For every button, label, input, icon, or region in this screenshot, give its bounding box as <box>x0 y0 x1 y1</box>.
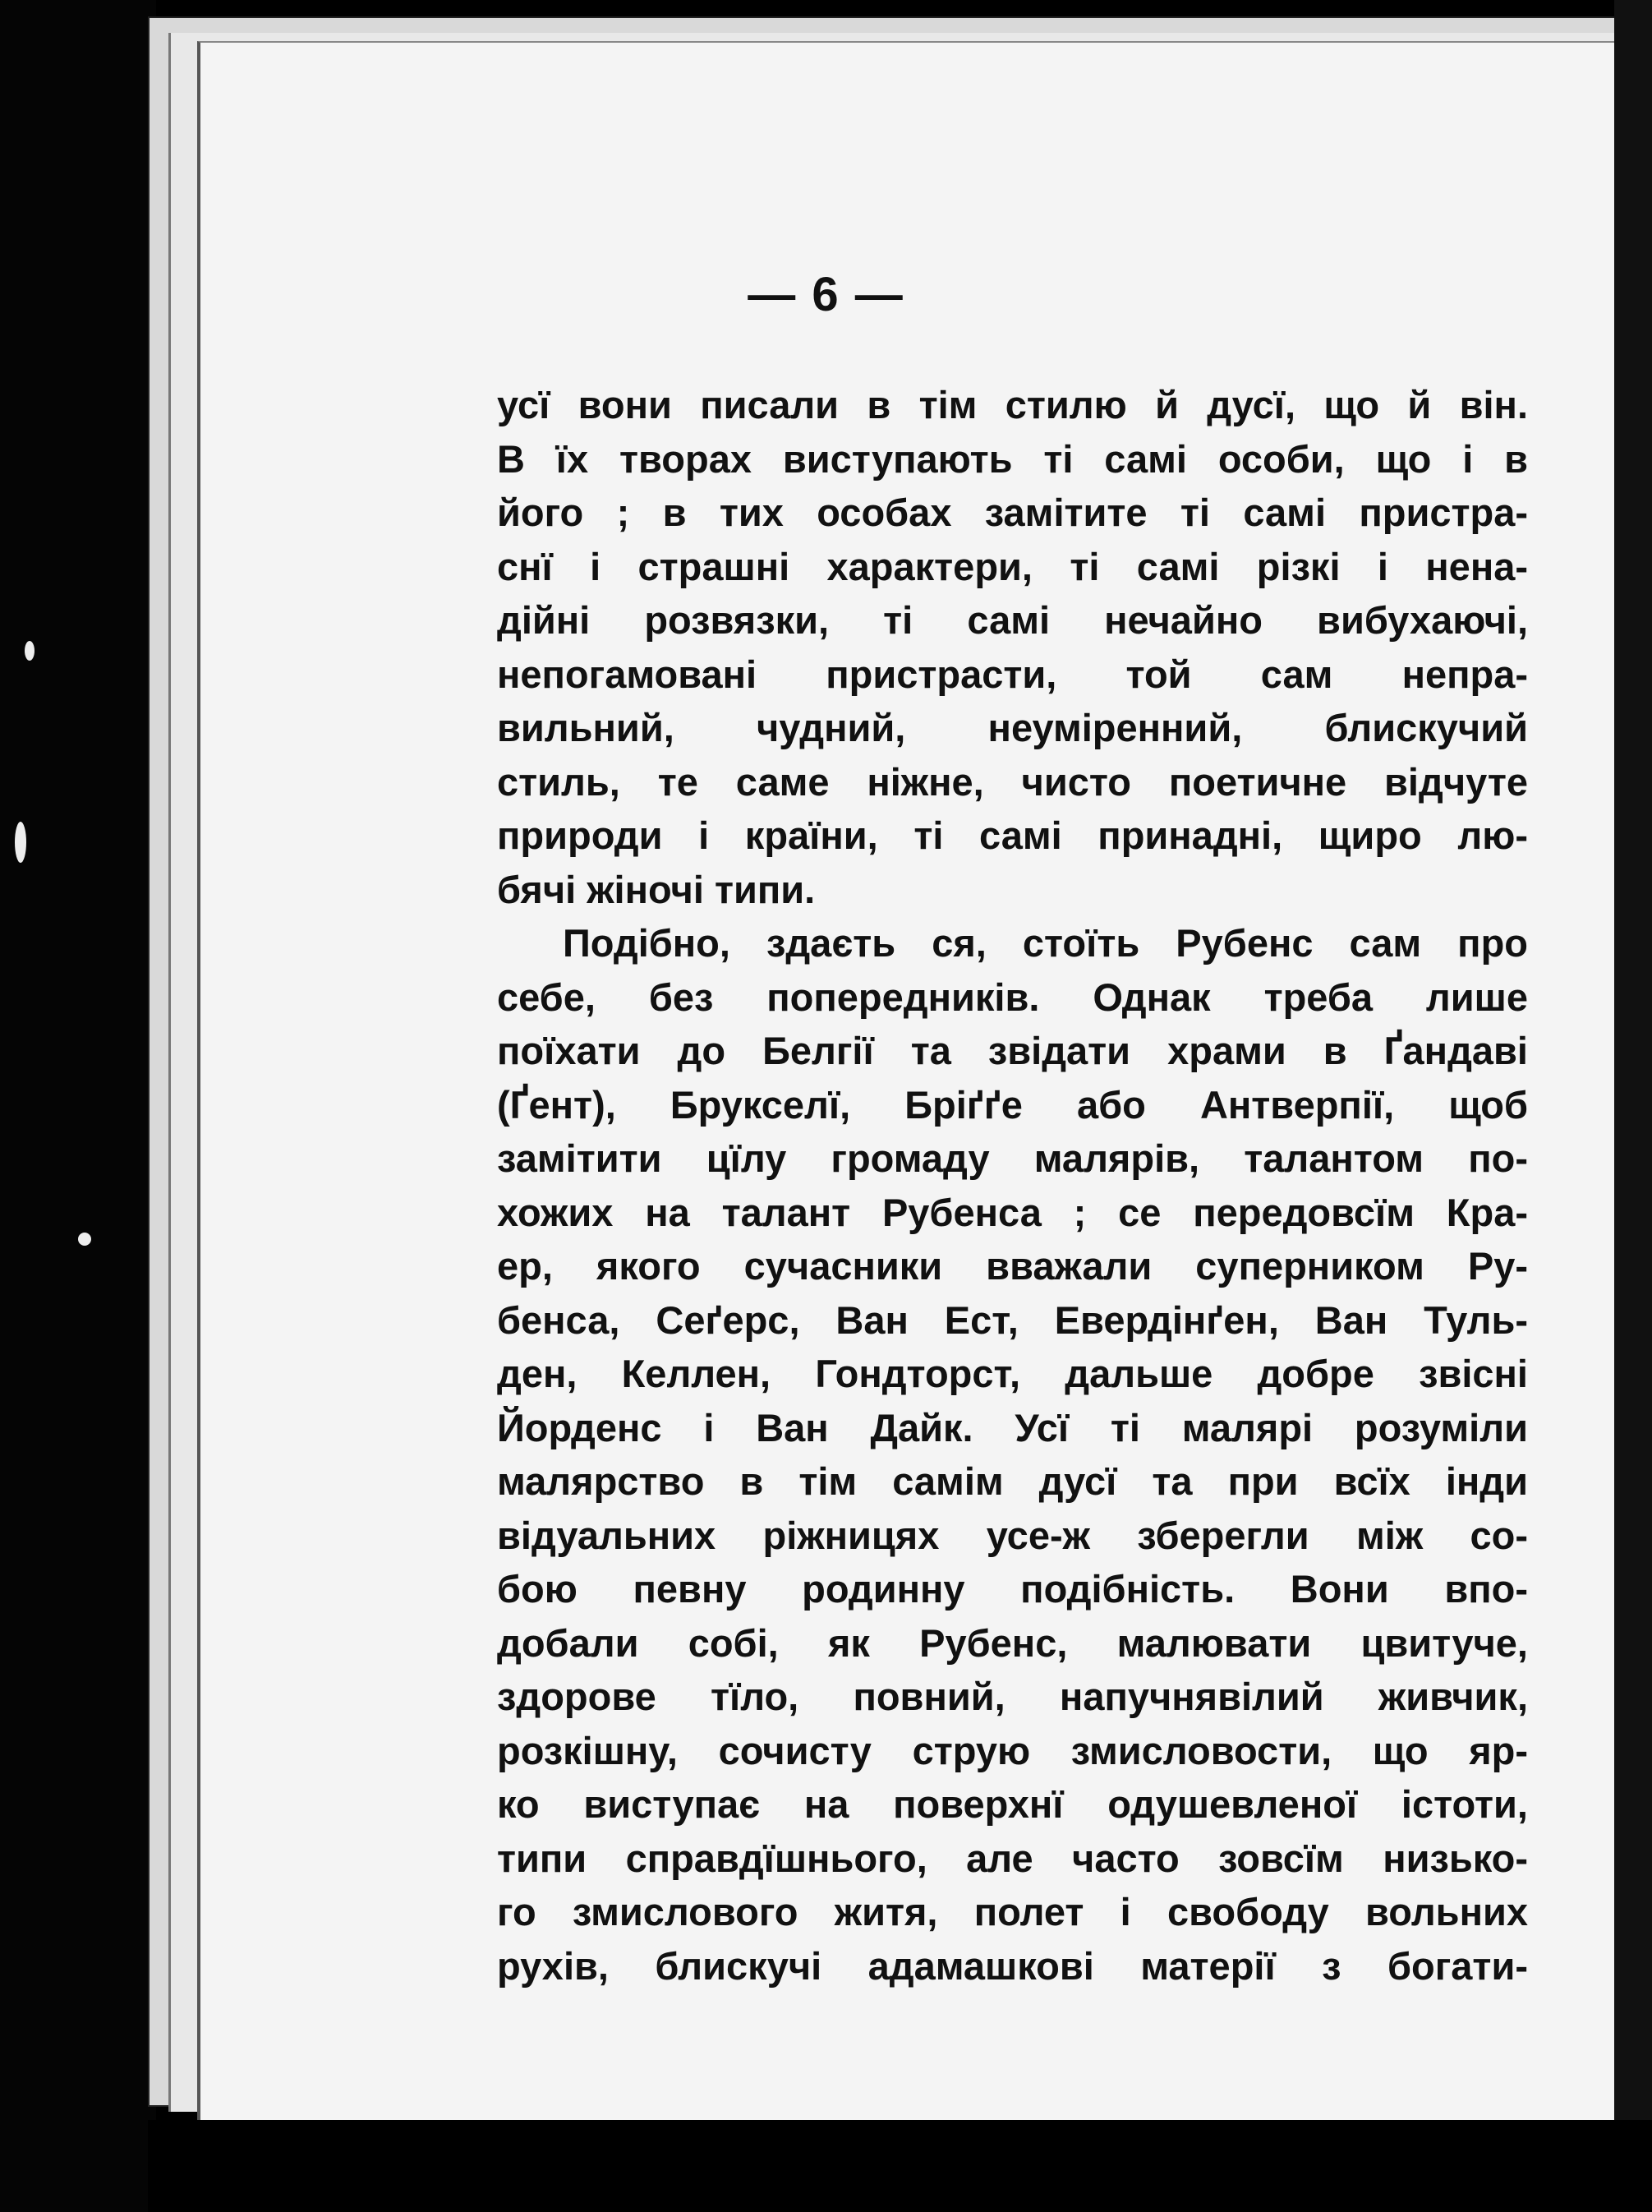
paragraph-2 <box>497 916 1528 1993</box>
text-line: вильний, чудний, неуміренний, блискучий <box>497 706 1528 749</box>
text-line: (Ґент), Брукселї, Бріґґе або Антверпії, щоб <box>497 1082 1528 1127</box>
text-line: ко виступає на поверхнї одушевленої істоти, <box>497 1782 1528 1826</box>
text-line: типи справдїшнього, але часто зовсїм низько- <box>497 1836 1528 1880</box>
text-line: поїхати до Белгії та звідати храми в Ґандаві <box>497 1029 1528 1072</box>
text-line: В їх творах виступають ті самі особи, що і в <box>497 436 1528 481</box>
scan-speck <box>25 641 35 661</box>
scan-border-bottom <box>148 2120 1652 2212</box>
text-line: замітити цїлу громаду малярів, талантом по- <box>497 1136 1528 1180</box>
text-line: його ; в тих особах замітите ті самі пристра- <box>497 491 1528 534</box>
text-line: ер, якого сучасники вважали суперником Ру- <box>497 1244 1528 1288</box>
text-line: стиль, те саме ніжне, чисто поетичне відчуте <box>497 759 1528 804</box>
text-line: бенса, Сеґерс, Ван Ест, Евердінґен, Ван Туль- <box>497 1297 1528 1342</box>
text-line: хожих на талант Рубенса ; се передовсїм Кра- <box>497 1190 1528 1234</box>
text-line: снї і страшні характери, ті самі різкі і нена- <box>497 544 1528 588</box>
text-line: відуальних ріжницях усе-ж зберегли між со- <box>497 1513 1528 1557</box>
text-line: здорове тїло, повний, напучнявілий живчик, <box>497 1675 1528 1718</box>
text-line: природи і країни, ті самі принадні, щиро лю- <box>497 813 1528 857</box>
text-line: добали собі, як Рубенс, малювати цвитуче, <box>497 1620 1528 1665</box>
page-number: — 6 — <box>748 268 904 321</box>
text-line: усї вони писали в тім стилю й дусї, що й він. <box>497 383 1528 426</box>
scan-speck <box>78 1233 91 1246</box>
scan-speck <box>15 822 26 863</box>
text-line: малярство в тім самім дусї та при всїх інди <box>497 1459 1528 1503</box>
body-text <box>497 378 1528 1993</box>
text-line: рухів, блискучі адамашкові матерії з богати- <box>497 1943 1528 1988</box>
scan-border-left <box>0 0 156 2212</box>
text-line: го змислового житя, полет і свободу вольних <box>497 1890 1528 1933</box>
scan-border-right <box>1614 0 1652 2212</box>
text-line: ден, Келлен, Гондторст, дальше добре звісні <box>497 1352 1528 1395</box>
text-line: непогамовані пристрасти, той сам непра- <box>497 652 1528 696</box>
text-line: Йорденс і Ван Дайк. Усї ті малярі розуміли <box>497 1405 1528 1449</box>
text-line: бячі жіночі типи. <box>497 867 816 911</box>
text-line: Подібно, здаєть ся, стоїть Рубенс сам про <box>563 921 1528 965</box>
text-line: себе, без попередників. Однак треба лише <box>497 975 1528 1019</box>
paragraph-1 <box>497 378 1528 916</box>
text-line: бою певну родинну подібність. Вони впо- <box>497 1567 1528 1611</box>
text-line: дійні розвязки, ті самі нечайно вибухаючі, <box>497 598 1528 642</box>
text-line: розкішну, сочисту струю змисловости, що яр- <box>497 1728 1528 1772</box>
